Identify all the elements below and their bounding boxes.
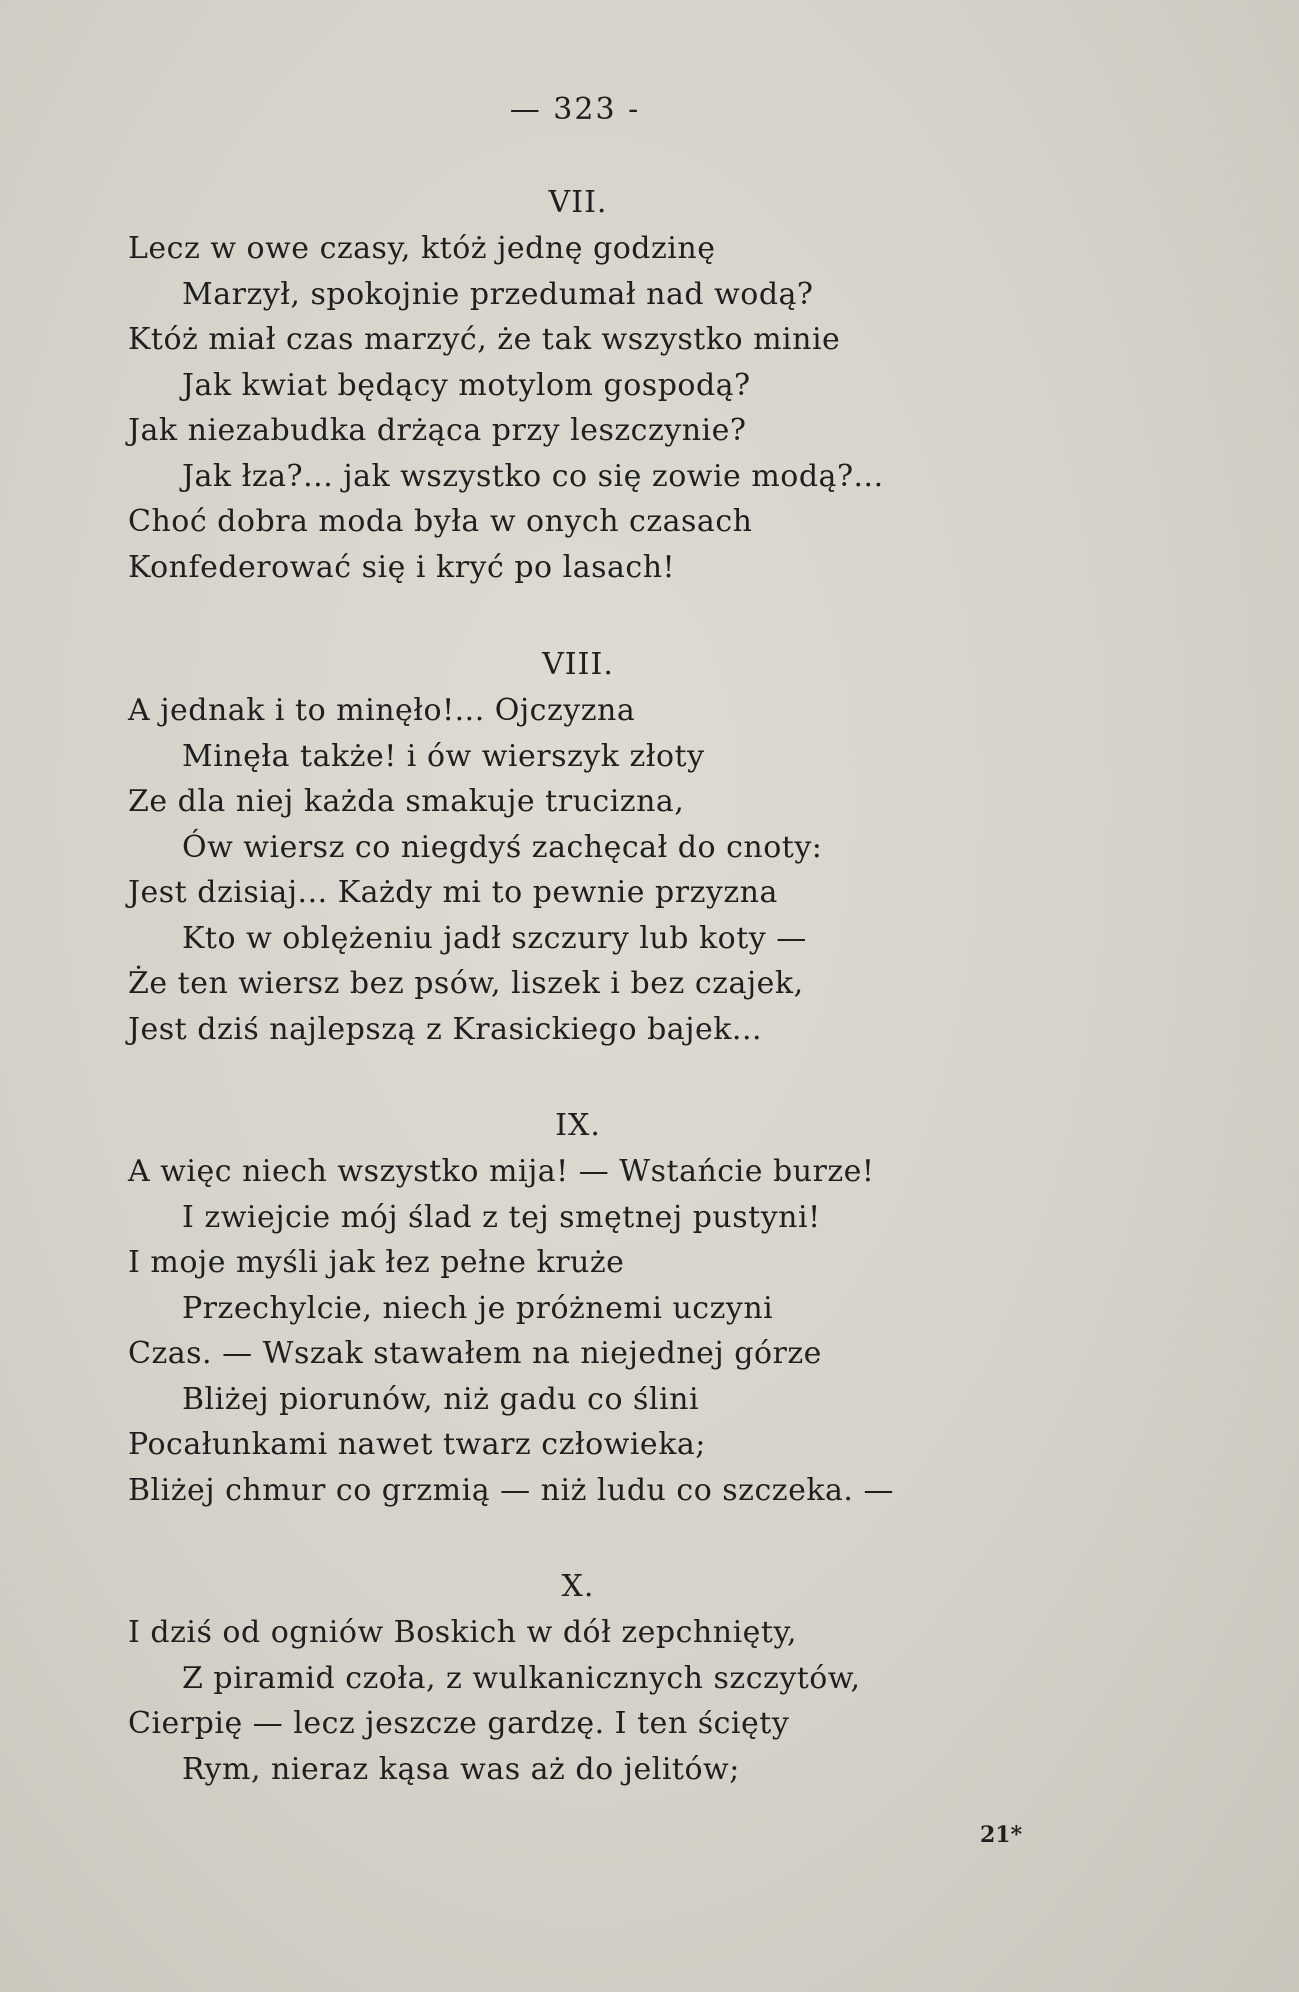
stanza-heading: VII. bbox=[548, 185, 608, 220]
stanza-viii bbox=[128, 642, 1168, 1052]
verse-line: Rym, nieraz kąsa was aż do jelitów; bbox=[182, 1751, 740, 1787]
verse-line: Choć dobra moda była w onych czasach bbox=[128, 504, 753, 539]
signature-mark: 21* bbox=[980, 1822, 1023, 1848]
verse-line: Cierpię — lecz jeszcze gardzę. I ten ścięty bbox=[128, 1706, 790, 1741]
verse-line: Jak niezabudka drżąca przy leszczynie? bbox=[128, 413, 747, 448]
verse-line: Z piramid czoła, z wulkanicznych szczytów, bbox=[182, 1660, 861, 1696]
verse-line: Któż miał czas marzyć, że tak wszystko minie bbox=[128, 322, 841, 357]
verse-line: Pocałunkami nawet twarz człowieka; bbox=[128, 1427, 706, 1462]
verse-line: Czas. — Wszak stawałem na niejednej górze bbox=[128, 1336, 822, 1371]
verse-line: Bliżej piorunów, niż gadu co ślini bbox=[182, 1381, 700, 1417]
verse-line: A więc niech wszystko mija! — Wstańcie burze! bbox=[128, 1154, 875, 1189]
stanza-heading: IX. bbox=[555, 1108, 601, 1143]
verse-line: Marzył, spokojnie przedumał nad wodą? bbox=[182, 276, 814, 312]
verse-line: I zwiejcie mój ślad z tej smętnej pustyni! bbox=[182, 1199, 821, 1235]
verse-line: Ze dla niej każda smakuje trucizna, bbox=[128, 784, 685, 819]
verse-line: Przechylcie, niech je próżnemi uczyni bbox=[182, 1290, 774, 1326]
verse-line: Bliżej chmur co grzmią — niż ludu co szczeka. — bbox=[128, 1472, 894, 1508]
verse-line: Lecz w owe czasy, któż jednę godzinę bbox=[128, 231, 716, 266]
verse-line: Kto w oblężeniu jadł szczury lub koty — bbox=[182, 920, 807, 956]
verse-line: I dziś od ogniów Boskich w dół zepchnięty, bbox=[128, 1615, 797, 1650]
page-number: — 323 - bbox=[509, 92, 641, 127]
stanza-x bbox=[128, 1564, 1168, 1792]
verse-line: Jest dzisiaj... Każdy mi to pewnie przyzna bbox=[128, 875, 778, 910]
verse-line: Jak kwiat będący motylom gospodą? bbox=[182, 367, 751, 403]
verse-line: Jest dziś najlepszą z Krasickiego bajek... bbox=[128, 1011, 763, 1047]
verse-line: Konfederować się i kryć po lasach! bbox=[128, 549, 676, 585]
stanza-ix bbox=[128, 1103, 1168, 1513]
verse-line: Ów wiersz co niegdyś zachęcał do cnoty: bbox=[182, 829, 823, 865]
stanza-heading: X. bbox=[561, 1569, 595, 1604]
verse-line: A jednak i to minęło!... Ojczyzna bbox=[128, 693, 636, 728]
stanza-vii bbox=[128, 180, 1168, 590]
stanza-heading: VIII. bbox=[542, 647, 614, 682]
verse-line: I moje myśli jak łez pełne kruże bbox=[128, 1245, 625, 1280]
verse-line: Minęła także! i ów wierszyk złoty bbox=[182, 738, 705, 774]
verse-line: Że ten wiersz bez psów, liszek i bez czajek, bbox=[128, 966, 804, 1001]
verse-line: Jak łza?... jak wszystko co się zowie modą?... bbox=[182, 458, 884, 494]
